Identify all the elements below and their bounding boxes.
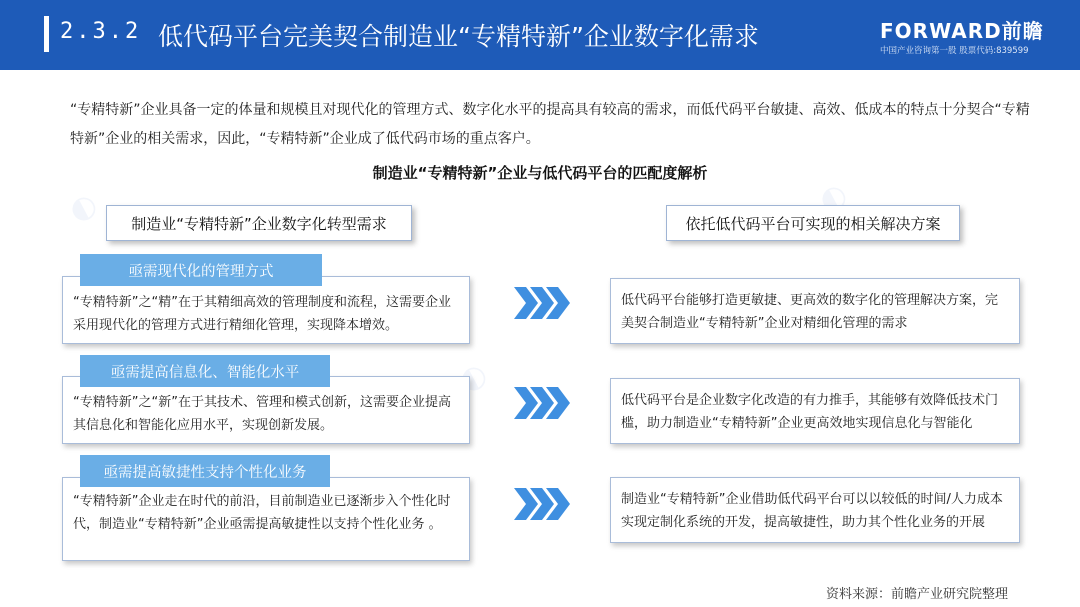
solution-box-2: 低代码平台是企业数字化改造的有力推手，其能够有效降低技术门槛，助力制造业“专精特新”企业更高效地实现信息化与智能化: [610, 378, 1020, 444]
left-column-header: 制造业“专精特新”企业数字化转型需求: [106, 205, 412, 241]
logo-brand: FORWARD前瞻: [880, 19, 1044, 43]
page-title: 低代码平台完美契合制造业“专精特新”企业数字化需求: [158, 22, 759, 51]
need-label-2: 亟需提高信息化、智能化水平: [80, 355, 330, 387]
watermark: ◐: [63, 185, 103, 230]
solution-box-1: 低代码平台能够打造更敏捷、更高效的数字化的管理解决方案，完美契合制造业“专精特新”企业对精细化管理的需求: [610, 278, 1020, 344]
watermark: ◐: [453, 355, 493, 400]
need-box-2: “专精特新”之“新”在于其技术、管理和模式创新，这需要企业提高其信息化和智能化应用水平，实现创新发展。: [62, 376, 470, 444]
triple-chevron-right-icon: [510, 383, 570, 423]
header-accent-bar: [44, 16, 49, 52]
need-label-3: 亟需提高敏捷性支持个性化业务: [80, 455, 330, 487]
header-banner: [0, 0, 1080, 70]
logo: [880, 20, 1070, 56]
logo-tagline: 中国产业咨询第一股 股票代码:839599: [880, 46, 1029, 56]
watermark: ◐: [813, 175, 853, 220]
diagram-title: 制造业“专精特新”企业与低代码平台的匹配度解析: [372, 164, 708, 182]
need-box-3: “专精特新”企业走在时代的前沿，目前制造业已逐渐步入个性化时代，制造业“专精特新”企业亟需提高敏捷性以支持个性化业务 。: [62, 477, 470, 561]
solution-box-3: 制造业“专精特新”企业借助低代码平台可以以较低的时间/人力成本实现定制化系统的开发，提高敏捷性，助力其个性化业务的开展: [610, 477, 1020, 543]
section-number: 2.3.2: [60, 19, 142, 44]
source-note: 资料来源：前瞻产业研究院整理: [825, 587, 1008, 602]
triple-chevron-right-icon: [510, 484, 570, 524]
triple-chevron-right-icon: [510, 283, 570, 323]
intro-paragraph: “专精特新”企业具备一定的体量和规模且对现代化的管理方式、数字化水平的提高具有较高的需求，而低代码平台敏捷、高效、低成本的特点十分契合“专精特新”企业的相关需求，因此，“专精特新”企业成了低代码市场的重点客户。: [70, 102, 1030, 147]
need-label-1: 亟需现代化的管理方式: [80, 254, 322, 286]
right-column-header: 依托低代码平台可实现的相关解决方案: [666, 205, 960, 241]
need-box-1: “专精特新”之“精”在于其精细高效的管理制度和流程，这需要企业采用现代化的管理方式进行精细化管理，实现降本增效。: [62, 276, 470, 344]
